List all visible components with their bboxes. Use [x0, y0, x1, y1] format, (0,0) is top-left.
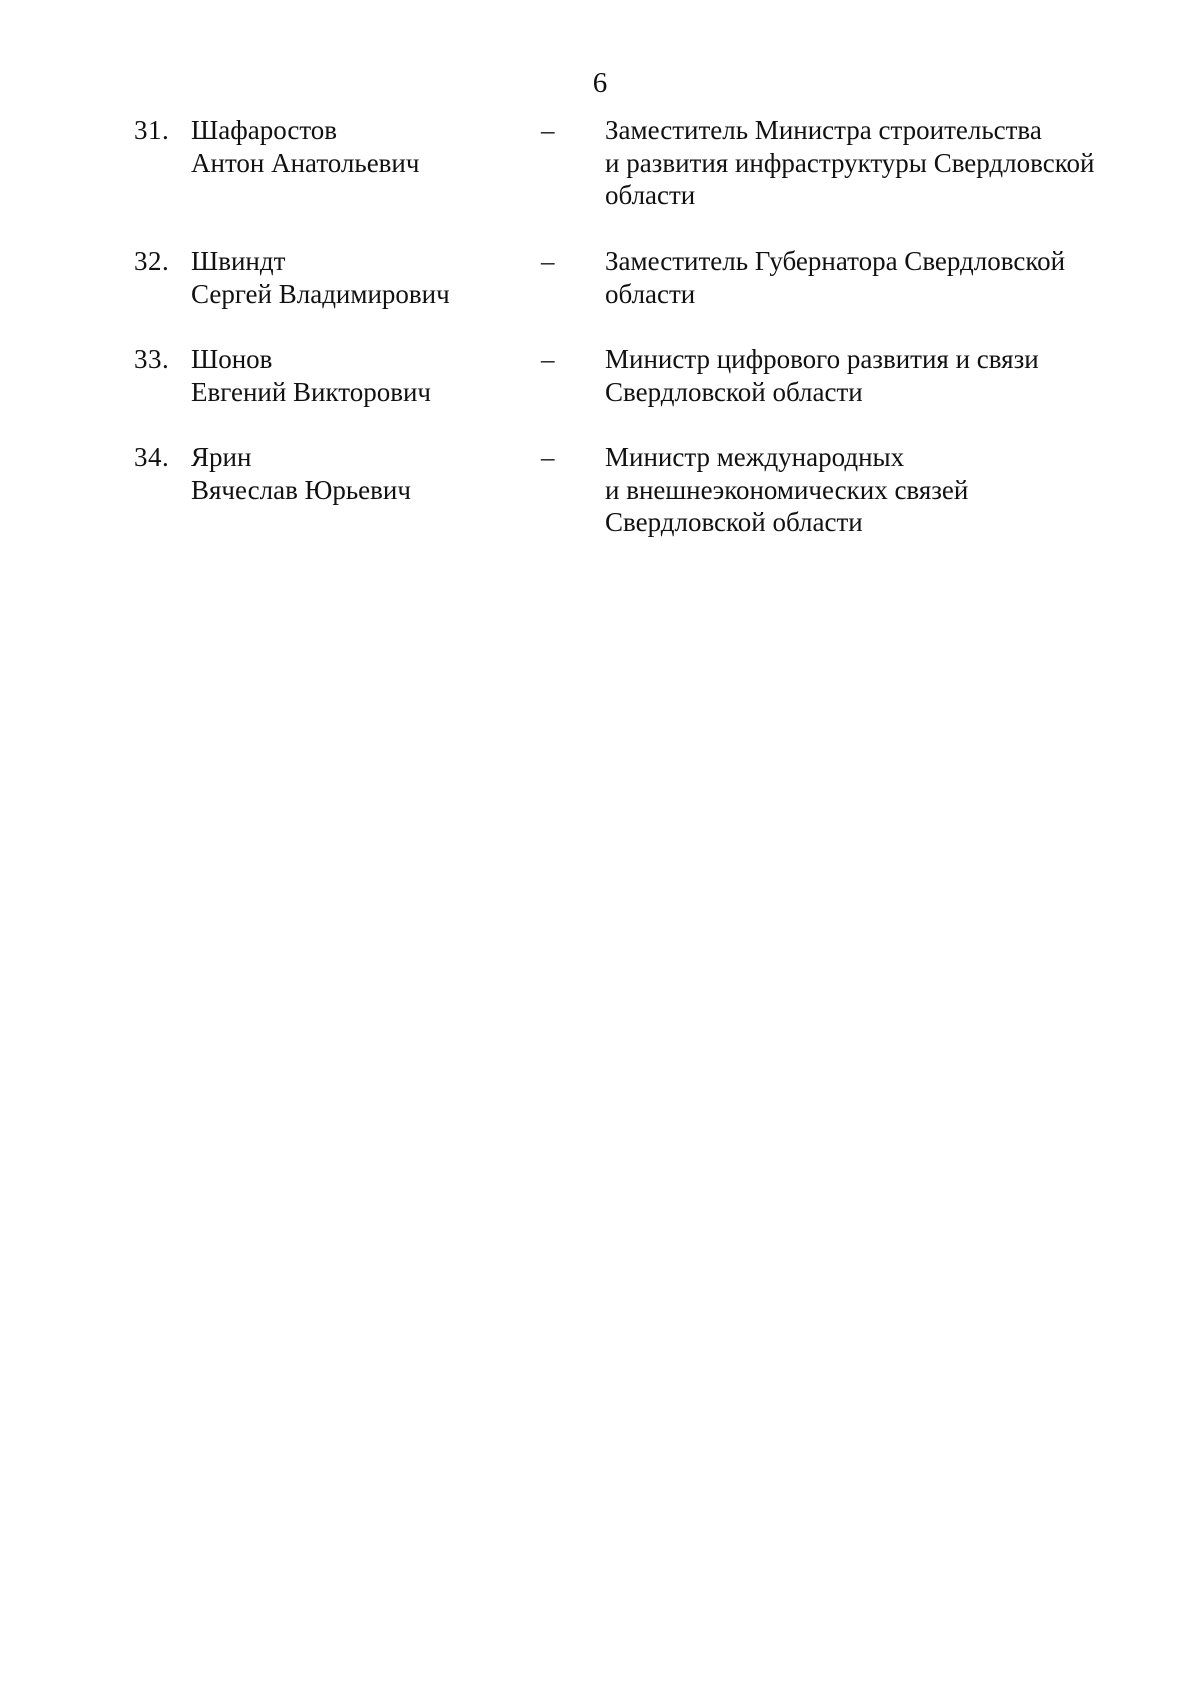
person-given-names: Сергей Владимирович — [191, 278, 450, 309]
person-surname: Швиндт — [191, 246, 286, 276]
person-given-names: Вячеслав Юрьевич — [191, 474, 411, 505]
position-line: области — [605, 278, 696, 309]
person-surname: Ярин — [191, 442, 252, 472]
person-surname: Шонов — [191, 344, 273, 374]
person-name — [191, 245, 521, 310]
person-position — [605, 343, 1125, 408]
list-item-number: 34. — [134, 442, 170, 472]
position-line: Свердловской области — [605, 376, 863, 407]
separator-dash: – — [541, 115, 555, 145]
position-line: Свердловской области — [605, 507, 863, 537]
list-item-number: 31. — [134, 115, 170, 145]
person-position — [605, 114, 1125, 212]
person-given-names: Антон Анатольевич — [191, 147, 420, 178]
person-given-names: Евгений Викторович — [191, 376, 431, 407]
position-line: и развития инфраструктуры Свердловской — [605, 147, 1095, 178]
separator-dash: – — [541, 344, 555, 374]
person-surname: Шафаростов — [191, 115, 338, 145]
position-line: и внешнеэкономических связей — [605, 474, 969, 505]
separator-dash: – — [541, 442, 555, 472]
person-name — [191, 343, 521, 408]
list-item-number: 33. — [134, 344, 170, 374]
separator-dash: – — [541, 246, 555, 276]
person-name — [191, 114, 521, 179]
position-line: области — [605, 180, 696, 210]
position-line: Министр цифрового развития и связи — [605, 344, 1039, 374]
position-line: Заместитель Министра строительства — [605, 115, 1042, 145]
person-name — [191, 441, 521, 506]
list-item — [0, 441, 1200, 541]
page-number: 6 — [592, 67, 608, 99]
list-item — [0, 114, 1200, 214]
list-item — [0, 245, 1200, 315]
position-line: Заместитель Губернатора Свердловской — [605, 246, 1066, 276]
list-item-number: 32. — [134, 246, 170, 276]
list-item — [0, 343, 1200, 413]
person-position — [605, 441, 1125, 539]
position-line: Министр международных — [605, 442, 905, 472]
person-position — [605, 245, 1125, 310]
